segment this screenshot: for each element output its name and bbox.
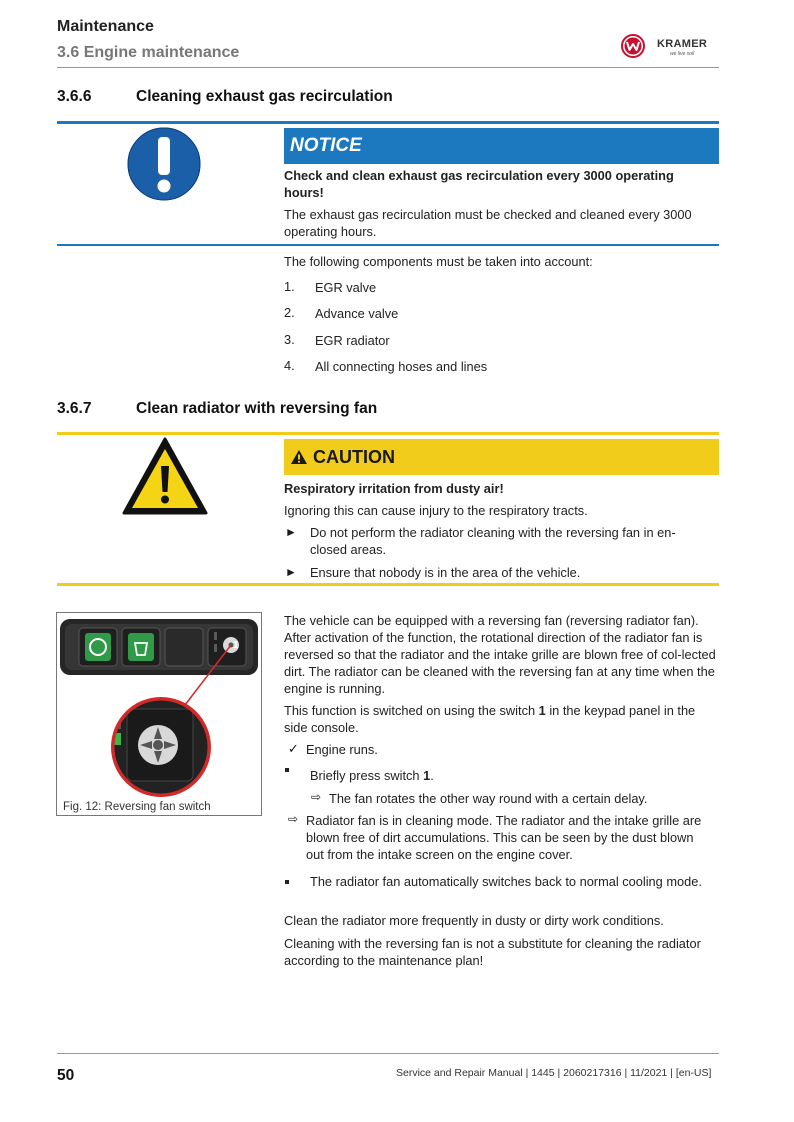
step-text [310, 767, 434, 784]
components-intro: The following components must be taken into account: [284, 254, 593, 269]
bullet-arrow-icon: ► [285, 525, 297, 539]
notice-top-rule [57, 121, 719, 124]
header-divider [57, 67, 719, 68]
result-arrow-icon: ⇨ [311, 790, 322, 804]
result-arrow-icon: ⇨ [288, 812, 299, 826]
mandatory-exclamation-icon [125, 125, 203, 203]
notice-bottom-rule [57, 244, 719, 246]
list-item-number: 3. [284, 332, 295, 347]
list-item-number: 4. [284, 358, 295, 373]
paragraph-maintenance-plan: Cleaning with the reversing fan is not a substitute for cleaning the radiator according to the maintenance plan! [284, 936, 701, 968]
header-title: Maintenance [57, 18, 154, 35]
kramer-logo-icon [621, 34, 645, 58]
caution-heading: Respiratory irritation from dusty air! [284, 481, 504, 496]
footer-document-info: Service and Repair Manual | 1445 | 2060217316 | 11/2021 | [en-US] [396, 1067, 712, 1079]
switch-number: 1 [423, 768, 431, 783]
paragraph-switch-info-text: This function is switched on using the switch [284, 703, 539, 718]
section-number: 3.6.7 [57, 400, 92, 417]
section-title: Clean radiator with reversing fan [136, 400, 378, 417]
list-item-text: Advance valve [315, 306, 399, 321]
logo-slogan: we live soil [670, 51, 695, 57]
reversing-fan-switch-figure [57, 613, 261, 801]
paragraph-switch-info [284, 702, 720, 736]
paragraph-switch-info-text: in the keypad panel in the side console. [284, 703, 696, 735]
header-subtitle: 3.6 Engine maintenance [57, 44, 240, 61]
switch-number: 1 [538, 703, 546, 718]
list-item-text: EGR valve [315, 280, 377, 295]
figure-caption: Fig. 12: Reversing fan switch [63, 801, 211, 813]
precondition-text: Engine runs. [306, 742, 378, 757]
small-warning-icon [290, 449, 308, 465]
step-text: The radiator fan automatically switches back to normal cooling mode. [310, 874, 702, 889]
square-bullet-icon [285, 880, 289, 884]
notice-label: NOTICE [290, 135, 362, 156]
caution-bottom-rule [57, 583, 719, 586]
caution-top-rule [57, 432, 719, 435]
warning-triangle-icon [121, 436, 209, 516]
paragraph-reversing-fan-intro: The vehicle can be equipped with a reversing fan (reversing radiator fan). After activation of the function, the rotational direction of the radiator fan is reversed so that the radiator and the intake grille are blown free of col-lected dirt. The radiator can be cleaned with the reversing fan at any time when the engine is running. [284, 613, 716, 696]
figure-callout-number: 1 [233, 640, 239, 651]
list-item-text: All connecting hoses and lines [315, 359, 488, 374]
step-text-part: . [430, 768, 434, 783]
result-text: Radiator fan is in cleaning mode. The radiator and the intake grille are blown free of dirt accumulations. This can be seen by the dust blown out from the intake screen on the engine cover. [306, 813, 702, 862]
list-item-number: 2. [284, 305, 295, 320]
caution-bullet: Do not perform the radiator cleaning with the reversing fan in en-closed areas. [310, 525, 676, 557]
caution-label: CAUTION [313, 447, 395, 467]
page-number: 50 [57, 1067, 75, 1084]
logo-name: KRAMER [657, 38, 708, 50]
caution-bullet: Ensure that nobody is in the area of the vehicle. [310, 565, 581, 580]
caution-body: Ignoring this can cause injury to the respiratory tracts. [284, 503, 588, 518]
notice-body: The exhaust gas recirculation must be checked and cleaned every 3000 operating hours. [284, 207, 692, 239]
paragraph-dusty-conditions: Clean the radiator more frequently in dusty or dirty work conditions. [284, 913, 664, 928]
notice-heading: Check and clean exhaust gas recirculation every 3000 operating hours! [284, 168, 674, 200]
section-title: Cleaning exhaust gas recirculation [136, 88, 393, 105]
section-number: 3.6.6 [57, 88, 92, 105]
bullet-arrow-icon: ► [285, 565, 297, 579]
result-text: The fan rotates the other way round with a certain delay. [329, 791, 648, 806]
list-item-text: EGR radiator [315, 333, 390, 348]
step-text-part: Briefly press switch [310, 768, 424, 783]
square-bullet-icon [285, 768, 289, 772]
list-item-number: 1. [284, 279, 295, 294]
footer-divider [57, 1053, 719, 1054]
checkmark-icon: ✓ [288, 741, 299, 756]
